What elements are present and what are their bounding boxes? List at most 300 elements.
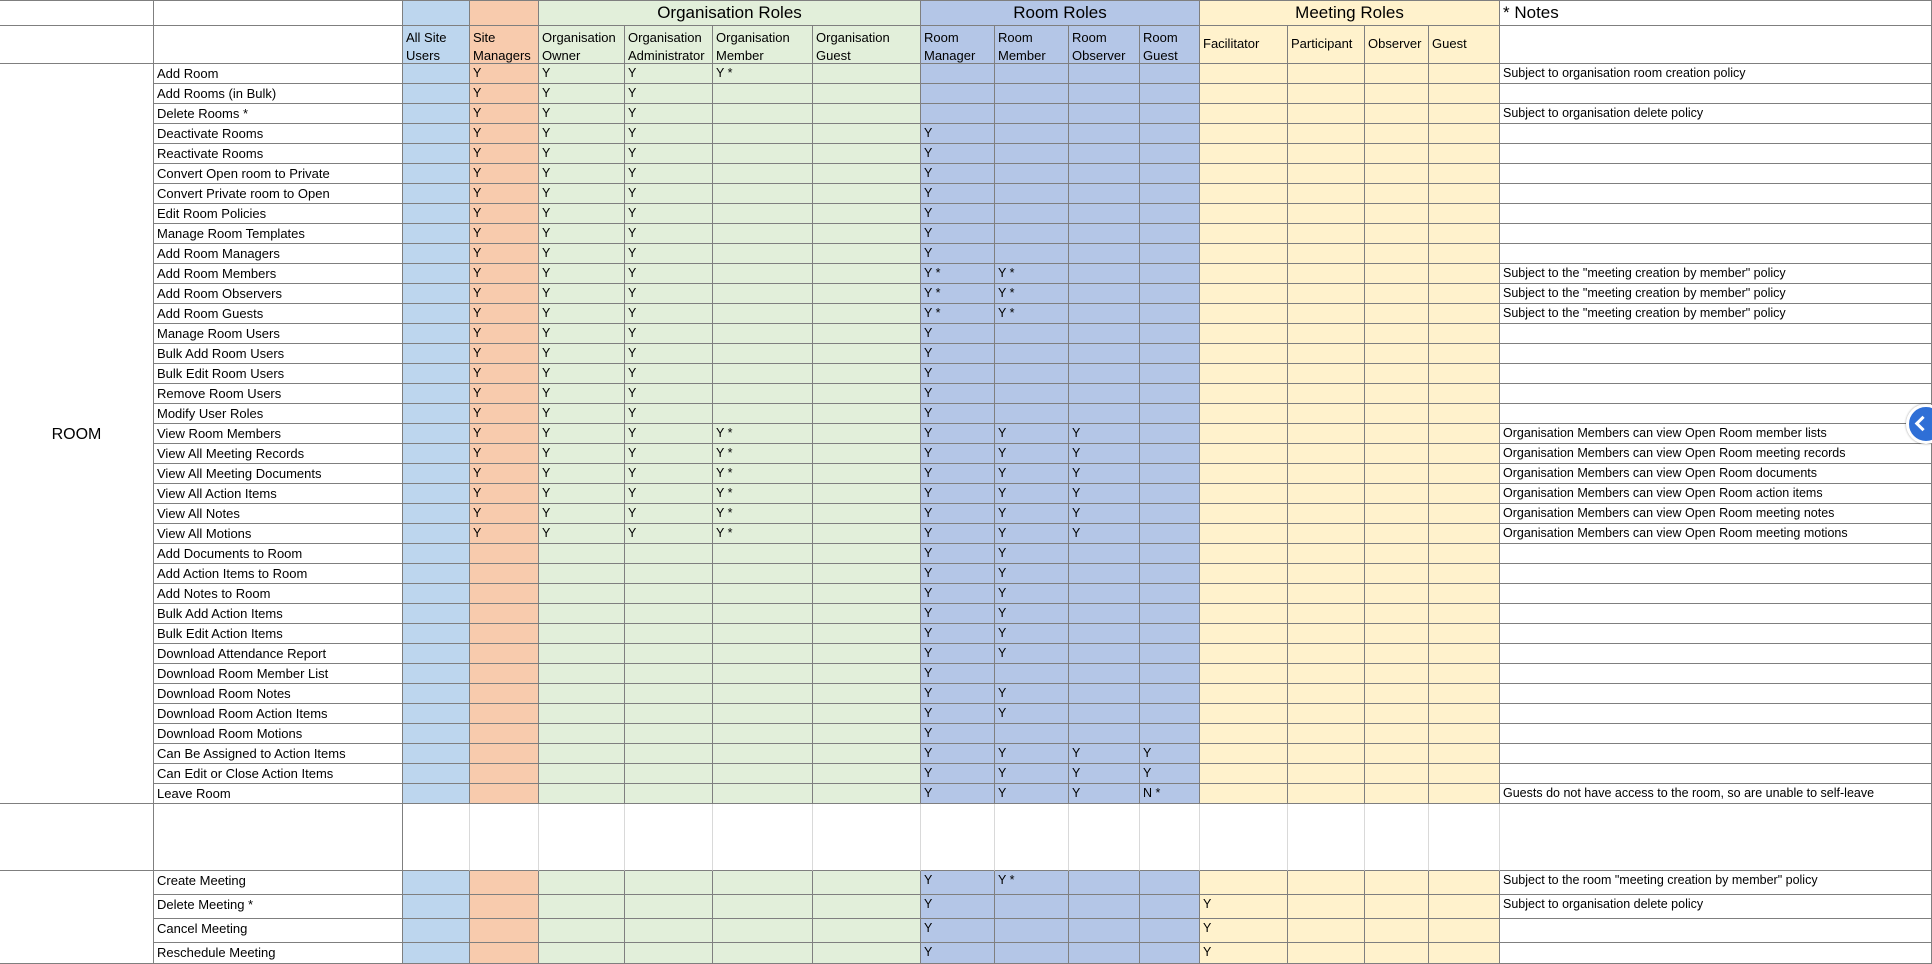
table-row-12-note[interactable]: Subject to the "meeting creation by member" policy [1500, 304, 1932, 324]
table-row-8-value[interactable] [1069, 224, 1140, 244]
table-row-35-note[interactable] [1500, 764, 1932, 784]
table-row-20-value[interactable]: Y [539, 464, 625, 484]
table-row-25-value[interactable] [1365, 564, 1429, 584]
table-row-28-value[interactable] [625, 624, 713, 644]
table-row-22-value[interactable]: Y [995, 504, 1069, 524]
table-row-33-label[interactable]: Download Room Motions [154, 724, 403, 744]
table-row-17-value[interactable] [1069, 404, 1140, 424]
table-row-4-value[interactable] [1069, 144, 1140, 164]
table-row-24-value[interactable] [539, 544, 625, 564]
table-row-5-value[interactable] [1288, 164, 1365, 184]
table-row-36-value[interactable] [403, 784, 470, 804]
table-row-27-label[interactable]: Bulk Add Action Items [154, 604, 403, 624]
table-row-5-value[interactable]: Y [625, 164, 713, 184]
table-row-27-value[interactable] [1429, 604, 1500, 624]
table-row-1-value[interactable] [1200, 84, 1288, 104]
table-row-36-value[interactable] [1288, 784, 1365, 804]
section-label-room[interactable]: ROOM [0, 64, 154, 804]
table-row-26-value[interactable]: Y [921, 584, 995, 604]
table-row-6-value[interactable] [1365, 184, 1429, 204]
table-row-21-value[interactable] [1288, 484, 1365, 504]
table-row-2-value[interactable] [713, 104, 813, 124]
meeting-row-0-value[interactable] [1140, 871, 1200, 895]
table-row-28-value[interactable] [1069, 624, 1140, 644]
table-row-23-value[interactable]: Y [921, 524, 995, 544]
table-row-7-value[interactable] [1288, 204, 1365, 224]
meeting-row-2-value[interactable] [1288, 919, 1365, 943]
table-row-20-value[interactable]: Y [1069, 464, 1140, 484]
table-row-8-value[interactable] [1200, 224, 1288, 244]
table-row-24-value[interactable] [1365, 544, 1429, 564]
table-row-29-value[interactable] [713, 644, 813, 664]
table-row-27-value[interactable] [1288, 604, 1365, 624]
table-row-13-value[interactable] [1288, 324, 1365, 344]
table-row-18-note[interactable]: Organisation Members can view Open Room member lists [1500, 424, 1932, 444]
table-row-33-value[interactable] [1429, 724, 1500, 744]
table-row-17-value[interactable] [995, 404, 1069, 424]
table-row-34-label[interactable]: Can Be Assigned to Action Items [154, 744, 403, 764]
table-row-4-value[interactable] [1200, 144, 1288, 164]
table-row-13-value[interactable]: Y [539, 324, 625, 344]
table-row-32-value[interactable] [1429, 704, 1500, 724]
table-row-34-value[interactable] [1200, 744, 1288, 764]
table-row-4-value[interactable] [813, 144, 921, 164]
table-row-21-value[interactable] [1429, 484, 1500, 504]
table-row-5-value[interactable] [713, 164, 813, 184]
table-row-9-value[interactable] [1140, 244, 1200, 264]
table-row-2-value[interactable] [1288, 104, 1365, 124]
table-row-36-label[interactable]: Leave Room [154, 784, 403, 804]
table-row-19-value[interactable] [1200, 444, 1288, 464]
table-row-9-value[interactable] [403, 244, 470, 264]
table-row-29-value[interactable] [1200, 644, 1288, 664]
table-row-0-value[interactable] [1288, 64, 1365, 84]
table-row-25-value[interactable] [813, 564, 921, 584]
table-row-33-value[interactable] [539, 724, 625, 744]
table-row-23-value[interactable]: Y [1069, 524, 1140, 544]
table-row-34-value[interactable] [1429, 744, 1500, 764]
table-row-21-value[interactable] [813, 484, 921, 504]
table-row-22-value[interactable] [1288, 504, 1365, 524]
table-row-14-value[interactable] [1140, 344, 1200, 364]
table-row-12-value[interactable] [713, 304, 813, 324]
table-row-9-value[interactable]: Y [470, 244, 539, 264]
table-row-15-value[interactable]: Y [470, 364, 539, 384]
table-row-30-value[interactable]: Y [921, 664, 995, 684]
group-header-organisation-roles[interactable]: Organisation Roles [539, 0, 921, 26]
table-row-32-value[interactable]: Y [995, 704, 1069, 724]
table-row-9-label[interactable]: Add Room Managers [154, 244, 403, 264]
table-row-23-value[interactable] [403, 524, 470, 544]
table-row-1-label[interactable]: Add Rooms (in Bulk) [154, 84, 403, 104]
table-row-24-value[interactable] [1429, 544, 1500, 564]
table-row-17-value[interactable] [1200, 404, 1288, 424]
table-row-33-value[interactable] [625, 724, 713, 744]
table-row-5-value[interactable] [1200, 164, 1288, 184]
table-row-0-value[interactable] [1200, 64, 1288, 84]
table-row-14-value[interactable] [813, 344, 921, 364]
table-row-15-value[interactable]: Y [625, 364, 713, 384]
table-row-22-value[interactable] [1200, 504, 1288, 524]
table-row-5-value[interactable] [813, 164, 921, 184]
table-row-6-value[interactable] [1429, 184, 1500, 204]
table-row-33-value[interactable] [1288, 724, 1365, 744]
table-row-11-value[interactable] [813, 284, 921, 304]
table-row-3-value[interactable] [1429, 124, 1500, 144]
table-row-23-value[interactable] [1288, 524, 1365, 544]
table-row-20-value[interactable] [1200, 464, 1288, 484]
table-row-13-label[interactable]: Manage Room Users [154, 324, 403, 344]
table-row-32-value[interactable] [625, 704, 713, 724]
table-row-20-value[interactable] [1429, 464, 1500, 484]
table-row-12-value[interactable] [1200, 304, 1288, 324]
table-row-28-note[interactable] [1500, 624, 1932, 644]
table-row-10-value[interactable] [1365, 264, 1429, 284]
table-row-21-value[interactable]: Y [470, 484, 539, 504]
gap-cell[interactable] [1365, 804, 1429, 871]
table-row-16-value[interactable] [1069, 384, 1140, 404]
table-row-13-value[interactable] [1200, 324, 1288, 344]
table-row-29-value[interactable] [1140, 644, 1200, 664]
table-row-11-value[interactable] [1429, 284, 1500, 304]
meeting-row-3-value[interactable] [713, 943, 813, 964]
table-row-10-value[interactable]: Y * [995, 264, 1069, 284]
table-row-20-label[interactable]: View All Meeting Documents [154, 464, 403, 484]
table-row-36-value[interactable] [470, 784, 539, 804]
table-row-24-value[interactable] [813, 544, 921, 564]
table-row-18-value[interactable]: Y [995, 424, 1069, 444]
table-row-6-note[interactable] [1500, 184, 1932, 204]
table-row-8-value[interactable] [1429, 224, 1500, 244]
group-header-meeting-roles[interactable]: Meeting Roles [1200, 0, 1500, 26]
table-row-7-value[interactable] [1140, 204, 1200, 224]
table-row-25-value[interactable] [539, 564, 625, 584]
table-row-29-value[interactable]: Y [921, 644, 995, 664]
table-row-25-value[interactable] [1069, 564, 1140, 584]
table-row-33-value[interactable] [1140, 724, 1200, 744]
table-row-22-value[interactable]: Y * [713, 504, 813, 524]
table-row-0-value[interactable] [813, 64, 921, 84]
table-row-7-value[interactable] [813, 204, 921, 224]
table-row-10-value[interactable] [1069, 264, 1140, 284]
meeting-row-0-value[interactable] [1069, 871, 1140, 895]
table-row-1-value[interactable] [403, 84, 470, 104]
table-row-20-value[interactable]: Y [995, 464, 1069, 484]
table-row-15-value[interactable] [995, 364, 1069, 384]
table-row-36-value[interactable]: Y [995, 784, 1069, 804]
table-row-11-value[interactable] [1069, 284, 1140, 304]
table-row-14-note[interactable] [1500, 344, 1932, 364]
table-row-14-value[interactable] [1365, 344, 1429, 364]
table-row-29-value[interactable] [1069, 644, 1140, 664]
meeting-row-1-value[interactable] [625, 895, 713, 919]
table-row-14-value[interactable] [1429, 344, 1500, 364]
table-row-31-value[interactable]: Y [995, 684, 1069, 704]
table-row-31-value[interactable] [1365, 684, 1429, 704]
table-row-16-value[interactable]: Y [921, 384, 995, 404]
table-row-7-value[interactable] [713, 204, 813, 224]
table-row-26-note[interactable] [1500, 584, 1932, 604]
table-row-10-value[interactable]: Y [625, 264, 713, 284]
meeting-row-0-label[interactable]: Create Meeting [154, 871, 403, 895]
table-row-4-value[interactable]: Y [625, 144, 713, 164]
table-row-5-value[interactable] [995, 164, 1069, 184]
table-row-36-value[interactable] [1429, 784, 1500, 804]
table-row-2-value[interactable] [1200, 104, 1288, 124]
table-row-26-value[interactable]: Y [995, 584, 1069, 604]
group-header-room-roles[interactable]: Room Roles [921, 0, 1200, 26]
table-row-0-note[interactable]: Subject to organisation room creation policy [1500, 64, 1932, 84]
table-row-12-value[interactable]: Y * [921, 304, 995, 324]
table-row-7-value[interactable] [403, 204, 470, 224]
table-row-4-label[interactable]: Reactivate Rooms [154, 144, 403, 164]
table-row-8-value[interactable]: Y [921, 224, 995, 244]
table-row-11-value[interactable] [713, 284, 813, 304]
gap-cell[interactable] [1288, 804, 1365, 871]
gap-label-cell[interactable] [154, 804, 403, 871]
table-row-7-value[interactable]: Y [539, 204, 625, 224]
table-row-24-value[interactable] [1288, 544, 1365, 564]
table-row-3-label[interactable]: Deactivate Rooms [154, 124, 403, 144]
meeting-row-2-value[interactable] [713, 919, 813, 943]
table-row-16-value[interactable] [813, 384, 921, 404]
meeting-row-0-value[interactable] [403, 871, 470, 895]
meeting-row-3-value[interactable] [1140, 943, 1200, 964]
meeting-row-0-value[interactable] [1429, 871, 1500, 895]
table-row-26-value[interactable] [1429, 584, 1500, 604]
table-row-22-label[interactable]: View All Notes [154, 504, 403, 524]
table-row-0-label[interactable]: Add Room [154, 64, 403, 84]
table-row-17-value[interactable] [1365, 404, 1429, 424]
column-header-observer[interactable]: Observer [1365, 26, 1429, 64]
table-row-17-value[interactable] [403, 404, 470, 424]
gap-notes-cell[interactable] [1500, 804, 1932, 871]
column-header-facilitator[interactable]: Facilitator [1200, 26, 1288, 64]
table-row-22-value[interactable] [1429, 504, 1500, 524]
table-row-21-label[interactable]: View All Action Items [154, 484, 403, 504]
table-row-13-value[interactable]: Y [470, 324, 539, 344]
table-row-14-label[interactable]: Bulk Add Room Users [154, 344, 403, 364]
meeting-row-1-value[interactable] [1069, 895, 1140, 919]
table-row-22-value[interactable] [1365, 504, 1429, 524]
meeting-row-3-value[interactable] [813, 943, 921, 964]
table-row-21-value[interactable]: Y * [713, 484, 813, 504]
table-row-3-value[interactable] [1069, 124, 1140, 144]
table-row-8-value[interactable] [813, 224, 921, 244]
table-row-13-value[interactable] [713, 324, 813, 344]
table-row-1-value[interactable] [1288, 84, 1365, 104]
table-row-28-value[interactable] [1200, 624, 1288, 644]
table-row-21-value[interactable]: Y [1069, 484, 1140, 504]
table-row-4-value[interactable] [1140, 144, 1200, 164]
table-row-13-value[interactable] [1365, 324, 1429, 344]
table-row-6-value[interactable] [403, 184, 470, 204]
table-row-19-value[interactable] [813, 444, 921, 464]
table-row-21-value[interactable]: Y [539, 484, 625, 504]
meeting-row-1-value[interactable] [1429, 895, 1500, 919]
table-row-11-value[interactable]: Y * [995, 284, 1069, 304]
table-row-5-note[interactable] [1500, 164, 1932, 184]
table-row-33-value[interactable] [1069, 724, 1140, 744]
table-row-23-value[interactable]: Y [470, 524, 539, 544]
table-row-1-value[interactable] [1365, 84, 1429, 104]
table-row-34-value[interactable]: Y [921, 744, 995, 764]
table-row-28-value[interactable] [470, 624, 539, 644]
table-row-36-note[interactable]: Guests do not have access to the room, so are unable to self-leave [1500, 784, 1932, 804]
table-row-11-value[interactable] [1200, 284, 1288, 304]
meeting-row-1-value[interactable] [1365, 895, 1429, 919]
meeting-row-1-value[interactable] [813, 895, 921, 919]
meeting-row-2-label[interactable]: Cancel Meeting [154, 919, 403, 943]
table-row-20-value[interactable] [403, 464, 470, 484]
table-row-2-value[interactable] [921, 104, 995, 124]
table-row-24-value[interactable] [470, 544, 539, 564]
table-row-32-value[interactable] [470, 704, 539, 724]
table-row-16-value[interactable] [713, 384, 813, 404]
table-row-17-label[interactable]: Modify User Roles [154, 404, 403, 424]
meeting-row-1-value[interactable]: Y [1200, 895, 1288, 919]
table-row-29-note[interactable] [1500, 644, 1932, 664]
table-row-30-value[interactable] [1365, 664, 1429, 684]
meeting-row-0-value[interactable] [1365, 871, 1429, 895]
table-row-13-value[interactable]: Y [625, 324, 713, 344]
table-row-9-value[interactable] [1429, 244, 1500, 264]
table-row-8-value[interactable] [1288, 224, 1365, 244]
table-row-5-value[interactable]: Y [539, 164, 625, 184]
table-row-15-value[interactable] [1288, 364, 1365, 384]
table-row-30-value[interactable] [1200, 664, 1288, 684]
table-row-35-value[interactable]: Y [1069, 764, 1140, 784]
table-row-35-value[interactable] [1200, 764, 1288, 784]
meeting-row-0-value[interactable] [713, 871, 813, 895]
gap-cell[interactable] [713, 804, 813, 871]
table-row-25-value[interactable] [470, 564, 539, 584]
table-row-9-value[interactable] [1365, 244, 1429, 264]
table-row-21-value[interactable] [1140, 484, 1200, 504]
table-row-26-value[interactable] [539, 584, 625, 604]
table-row-32-value[interactable] [813, 704, 921, 724]
table-row-16-value[interactable] [1200, 384, 1288, 404]
table-row-17-value[interactable] [1288, 404, 1365, 424]
table-row-14-value[interactable] [995, 344, 1069, 364]
table-row-2-label[interactable]: Delete Rooms * [154, 104, 403, 124]
meeting-row-2-value[interactable] [1069, 919, 1140, 943]
table-row-17-value[interactable]: Y [539, 404, 625, 424]
table-row-8-value[interactable] [1140, 224, 1200, 244]
table-row-34-value[interactable]: Y [995, 744, 1069, 764]
table-row-6-value[interactable] [1140, 184, 1200, 204]
table-row-27-value[interactable] [1365, 604, 1429, 624]
table-row-5-value[interactable] [1140, 164, 1200, 184]
table-row-27-value[interactable] [539, 604, 625, 624]
table-row-23-value[interactable]: Y [995, 524, 1069, 544]
table-row-11-value[interactable] [1140, 284, 1200, 304]
table-row-18-value[interactable] [1365, 424, 1429, 444]
table-row-24-value[interactable] [1140, 544, 1200, 564]
table-row-19-note[interactable]: Organisation Members can view Open Room meeting records [1500, 444, 1932, 464]
table-row-25-value[interactable] [403, 564, 470, 584]
table-row-33-note[interactable] [1500, 724, 1932, 744]
table-row-34-value[interactable] [713, 744, 813, 764]
table-row-15-value[interactable] [1140, 364, 1200, 384]
gap-cell[interactable] [539, 804, 625, 871]
meeting-row-3-label[interactable]: Reschedule Meeting [154, 943, 403, 964]
table-row-31-value[interactable] [403, 684, 470, 704]
table-row-35-value[interactable] [1365, 764, 1429, 784]
table-row-29-value[interactable] [625, 644, 713, 664]
table-row-30-value[interactable] [1069, 664, 1140, 684]
table-row-8-note[interactable] [1500, 224, 1932, 244]
column-header-organisation-member[interactable]: Organisation Member [713, 26, 813, 64]
table-row-32-value[interactable] [1140, 704, 1200, 724]
table-row-15-note[interactable] [1500, 364, 1932, 384]
table-row-3-value[interactable]: Y [470, 124, 539, 144]
table-row-11-value[interactable] [403, 284, 470, 304]
table-row-3-value[interactable]: Y [539, 124, 625, 144]
table-row-10-value[interactable]: Y * [921, 264, 995, 284]
table-row-4-note[interactable] [1500, 144, 1932, 164]
table-row-16-value[interactable]: Y [470, 384, 539, 404]
table-row-36-value[interactable] [813, 784, 921, 804]
table-row-31-value[interactable] [1140, 684, 1200, 704]
table-row-23-value[interactable] [1140, 524, 1200, 544]
table-row-3-value[interactable] [1288, 124, 1365, 144]
table-row-0-value[interactable]: Y * [713, 64, 813, 84]
table-row-31-value[interactable] [713, 684, 813, 704]
table-row-32-value[interactable]: Y [921, 704, 995, 724]
meeting-row-1-note[interactable]: Subject to organisation delete policy [1500, 895, 1932, 919]
table-row-36-value[interactable]: Y [921, 784, 995, 804]
table-row-26-value[interactable] [1365, 584, 1429, 604]
table-row-34-value[interactable] [403, 744, 470, 764]
table-row-31-label[interactable]: Download Room Notes [154, 684, 403, 704]
table-row-16-value[interactable] [403, 384, 470, 404]
meeting-row-2-value[interactable] [470, 919, 539, 943]
table-row-6-value[interactable]: Y [625, 184, 713, 204]
table-row-1-value[interactable] [813, 84, 921, 104]
table-row-1-value[interactable] [1069, 84, 1140, 104]
table-row-21-value[interactable]: Y [625, 484, 713, 504]
table-row-19-label[interactable]: View All Meeting Records [154, 444, 403, 464]
table-row-2-value[interactable]: Y [625, 104, 713, 124]
table-row-31-value[interactable] [1429, 684, 1500, 704]
table-row-7-value[interactable] [1069, 204, 1140, 224]
table-row-5-value[interactable] [1429, 164, 1500, 184]
table-row-10-value[interactable] [1200, 264, 1288, 284]
meeting-row-0-value[interactable] [470, 871, 539, 895]
meeting-row-3-value[interactable] [995, 943, 1069, 964]
table-row-2-value[interactable]: Y [539, 104, 625, 124]
table-row-20-value[interactable]: Y [625, 464, 713, 484]
table-row-30-value[interactable] [403, 664, 470, 684]
table-row-29-value[interactable]: Y [995, 644, 1069, 664]
table-row-20-value[interactable] [1140, 464, 1200, 484]
table-row-34-value[interactable] [1288, 744, 1365, 764]
table-row-23-value[interactable] [1200, 524, 1288, 544]
table-row-8-value[interactable] [995, 224, 1069, 244]
table-row-26-value[interactable] [470, 584, 539, 604]
gap-cell[interactable] [1200, 804, 1288, 871]
table-row-28-value[interactable] [1288, 624, 1365, 644]
table-row-5-value[interactable] [403, 164, 470, 184]
table-row-5-value[interactable]: Y [470, 164, 539, 184]
column-header-participant[interactable]: Participant [1288, 26, 1365, 64]
table-row-13-value[interactable] [995, 324, 1069, 344]
table-row-27-value[interactable]: Y [995, 604, 1069, 624]
table-row-22-value[interactable] [1140, 504, 1200, 524]
table-row-35-value[interactable]: Y [921, 764, 995, 784]
table-row-4-value[interactable] [403, 144, 470, 164]
